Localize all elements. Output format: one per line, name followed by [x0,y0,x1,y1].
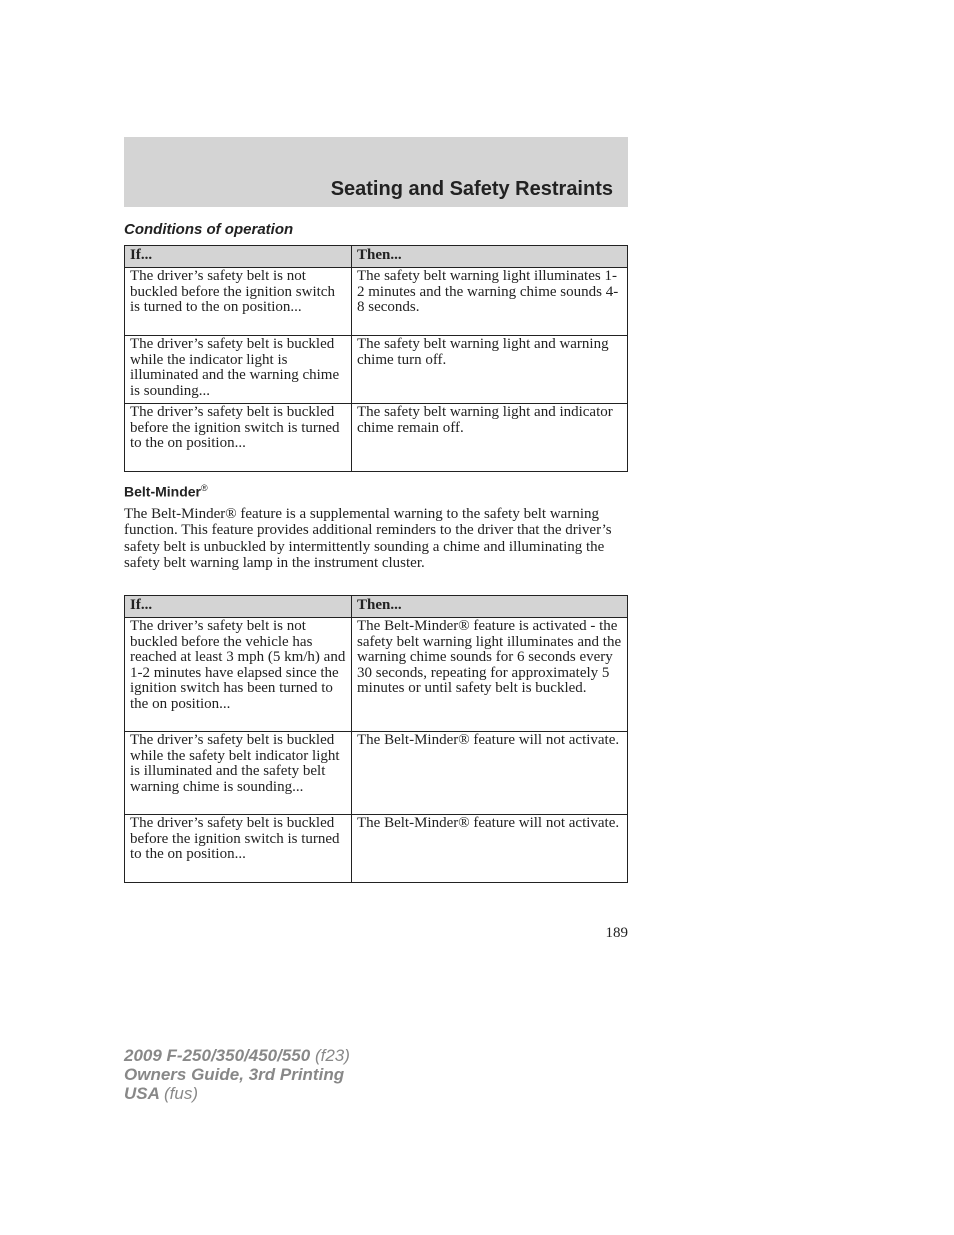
column-header-then: Then... [352,246,628,268]
footer-line-2: Owners Guide, 3rd Printing [124,1065,345,1084]
table-header-row [125,596,628,618]
if-cell: The driver’s safety belt is not buckled before the ignition switch is turned to the on position... [125,268,352,336]
table-row [125,618,628,732]
footer-market-code: (fus) [164,1084,198,1103]
if-cell: The driver’s safety belt is buckled before the ignition switch is turned to the on position... [125,815,352,883]
then-cell: The safety belt warning light illuminates 1-2 minutes and the warning chime sounds 4-8 seconds. [352,268,628,336]
then-cell: The safety belt warning light and warning chime turn off. [352,336,628,404]
page-title: Seating and Safety Restraints [330,178,613,200]
beltminder-heading [124,483,208,500]
if-cell: The driver’s safety belt is buckled before the ignition switch is turned to the on position... [125,404,352,472]
table-row [125,404,628,472]
column-header-then: Then... [352,596,628,618]
footer-line-3 [124,1084,350,1103]
then-cell: The Belt-Minder® feature is activated - the safety belt warning light illuminates and the warning chime sounds for 6 seconds every 30 seconds, repeating for approximately 5 minutes or until safety belt is buckled. [352,618,628,732]
then-cell: The Belt-Minder® feature will not activate. [352,815,628,883]
if-cell: The driver’s safety belt is buckled while the safety belt indicator light is illuminated and the safety belt warning chime is sounding... [125,732,352,815]
footer-market: USA [124,1084,160,1103]
beltminder-heading-text: Belt-Minder [124,483,201,500]
column-header-if: If... [125,246,352,268]
header-band [124,137,628,207]
table-row [125,815,628,883]
then-cell: The safety belt warning light and indicator chime remain off. [352,404,628,472]
page-number: 189 [605,925,628,941]
footer-model-code: (f23) [314,1046,350,1065]
table-row [125,268,628,336]
table-row [125,732,628,815]
footer [124,1046,350,1103]
if-cell: The driver’s safety belt is not buckled before the vehicle has reached at least 3 mph (5 km/h) and 1-2 minutes have elapsed since the ignition switch has been turned to the on position... [125,618,352,732]
footer-line-1 [124,1046,350,1065]
conditions-table [124,245,628,472]
table-header-row [125,246,628,268]
footer-model: 2009 F-250/350/450/550 [124,1046,311,1065]
if-cell: The driver’s safety belt is buckled while the indicator light is illuminated and the warning chime is sounding... [125,336,352,404]
beltminder-paragraph: The Belt-Minder® feature is a supplemental warning to the safety belt warning function. This feature provides additional reminders to the driver that the driver’s safety belt is unbuckled by intermittently sounding a chime and illuminating the safety belt warning lamp in the instrument cluster. [124,506,612,572]
table-row [125,336,628,404]
beltminder-table [124,595,628,883]
conditions-heading: Conditions of operation [124,221,294,238]
column-header-if: If... [125,596,352,618]
registered-mark: ® [201,483,208,493]
then-cell: The Belt-Minder® feature will not activate. [352,732,628,815]
